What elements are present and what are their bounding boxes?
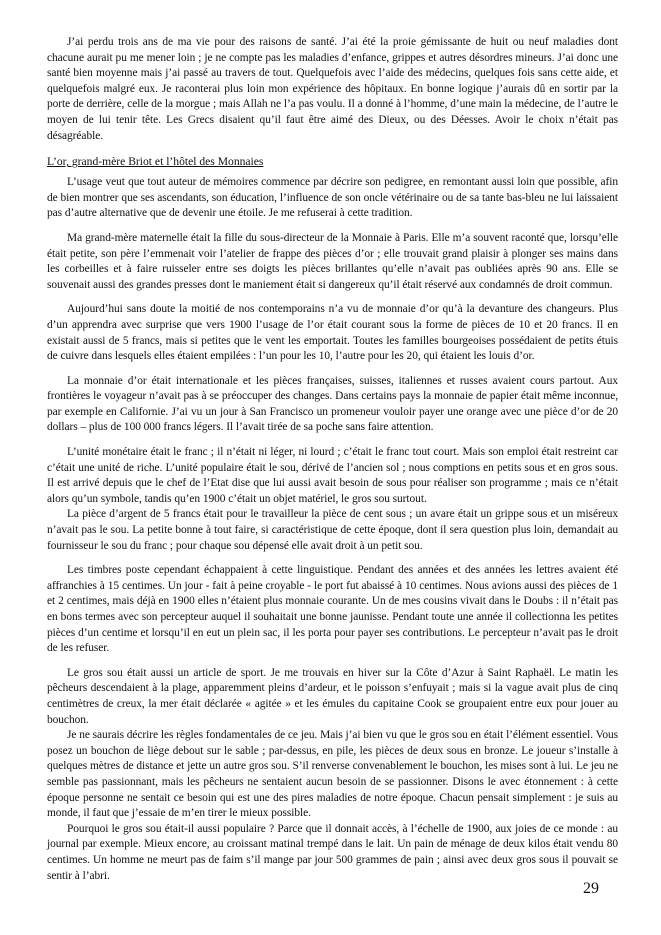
page-body xyxy=(47,35,618,884)
paragraph-4: La monnaie d’or était internationale et les pièces françaises, suisses, italiennes et russes avaient cours partout. Aux frontières le voyageur n’avait pas à se préoccuper des changes. Dans certains pays la monnaie de papier était même inconnue, par exemple en Californie. J’ai vu un jour à San Francisco un promeneur vouloir payer une orange avec une pièce d’or de 20 dollars – plus de 100 000 francs légers. Il l’avait tirée de sa poche sans faire attention. xyxy=(47,374,618,434)
paragraph-3: Aujourd’hui sans doute la moitié de nos contemporains n’a vu de monnaie d’or qu’à la devanture des changeurs. Plus d’un apprendra avec surprise que vers 1900 l’usage de l’or était courant sous la forme de pièces de 10 et 20 francs. Il en existait aussi de 5 francs, mais si petites que le vent les emportait. Toutes les familles bourgeoises possédaient de petits étuis de cuivre dans lesquels elles étaient empilées : l’un pour les 10, l’autre pour les 20, qui étaient les louis d’or. xyxy=(47,303,618,363)
paragraph-6: La pièce d’argent de 5 francs était pour le travailleur la pièce de cent sous ; un avare était un grippe sous et un miséreux n’avait pas le sou. La petite bonne à tout faire, si caractéristique de cette époque, dont il sera question plus loin, demandait au fournisseur le sou du franc ; pour chaque sou dépensé elle avait droit à un petit sou. xyxy=(47,508,618,552)
paragraph-7: Les timbres poste cependant échappaient à cette linguistique. Pendant des années et des années les lettres avaient été affranchies à 15 centimes. Un jour - fait à peine croyable - le port fut abaissé à 10 centimes. Nous avions aussi des pièces de 1 et 2 centimes, mais déjà en 1900 elles n’étaient plus monnaie courante. Un de mes cousins vivait dans le Doubs : il n’était pas en bons termes avec son percepteur auquel il souhaitait une bonne jaunisse. Pendant toute une année il collectionna les petites pièces d’un centime et lorsqu’il en eut un plein sac, il les porta pour payer ses contributions. Le percepteur n’avait pas le droit de les refuser. xyxy=(47,564,618,655)
paragraph-8: Le gros sou était aussi un article de sport. Je me trouvais en hiver sur la Côte d’Azur à Saint Raphaël. Le matin les pêcheurs descendaient à la plage, apparemment pleins d’ardeur, et le poisson s’enfuyait ; mais si la vague avait plus de cinq centimètres de creux, la mer était déclarée « agitée » et les émules du capitaine Cook se groupaient entre eux pour jouer au bouchon. xyxy=(47,666,618,726)
paragraph-2: Ma grand-mère maternelle était la fille du sous-directeur de la Monnaie à Paris. Elle m’a souvent raconté que, lorsqu’elle était petite, son père l’emmenait voir l’atelier de frappe des pièces d’or ; elle trouvait grand plaisir à plonger ses mains dans les corbeilles et à faire ruisseler entre ses doigts les pièces brillantes qu’elle n’avait pas oubliées après 90 ans. Elle se souvenait aussi des grandes presses dont le maniement était si dangereux qu’il était réservé aux condamnés de droit commun. xyxy=(47,231,618,291)
paragraph-9: Je ne saurais décrire les règles fondamentales de ce jeu. Mais j’ai bien vu que le gros sou en était l’élément essentiel. Vous posez un bouchon de liège debout sur le sable ; par-dessus, en pile, les pièces de deux sous en bronze. Le joueur s’installe à quelques mètres de distance et jette un autre gros sou. S’il renverse convenablement le bouchon, les mises sont à lui. Le jeu ne semble pas passionnant, mais les pêcheurs ne sentaient aucun besoin de se passionner. Disons le avec étonnement : à cette époque personne ne sentait ce besoin qui est une des pires maladies de notre époque. Chacun pensait simplement : je suis au monde, il faut que j’essaie de m’en tirer le mieux possible. xyxy=(47,729,618,820)
section-heading: L’or, grand-mère Briot et l’hôtel des Monnaies xyxy=(47,155,264,169)
page-number: 29 xyxy=(583,880,599,897)
paragraph-5: L’unité monétaire était le franc ; il n’était ni léger, ni lourd ; c’était le franc tout court. Mais son emploi était restreint car c’était une unité de riche. L’unité populaire était le sou, dérivé de l’ancien sol ; nous comptions en petits sous et en gros sous. Il est arrivé depuis que le chef de l’Etat dise que lui aussi avait besoin de sous pour réaliser son programme ; mais ce n’était alors qu’un symbole, tandis qu’en 1900 c’était un objet matériel, le gros sou surtout. xyxy=(47,446,618,505)
intro-paragraph: J’ai perdu trois ans de ma vie pour des raisons de santé. J’ai été la proie gémissante de huit ou neuf maladies dont chacune aurait pu me mener loin ; je ne compte pas les maladies d’enfance, grippes et autres désordres mineurs. J’ai donc une santé bien moyenne mais j’ai passé au travers de tout. Quelquefois avec l’aide des médecins, quelques fois sans cette aide, et quelquefois malgré eux. Je raconterai plus loin mon expérience des hôpitaux. En bonne logique j’aurais dû en sortir par la porte de derrière, celle de la morgue ; mais Allah ne l’a pas voulu. Il a donné à l’homme, d’une main la médecine, de l’autre le moyen de lui tenir tête. Les Grecs disaient qu’il faut être aimé des Dieux, ou des Déesses. Avoir le choix n’était pas désagréable. xyxy=(47,36,618,142)
paragraph-1: L’usage veut que tout auteur de mémoires commence par décrire son pedigree, en remontant aussi loin que possible, afin de bien montrer que ses ascendants, son éducation, l’influence de son oncle vétérinaire ou de sa tante bas-bleu ne lui laissaient pas d’autre alternative que de devenir une étoile. Je me refuserai à cette tradition. xyxy=(47,176,618,220)
paragraph-10: Pourquoi le gros sou était-il aussi populaire ? Parce que il donnait accès, à l’échelle de 1900, aux joies de ce monde : au journal par exemple. Mieux encore, au croissant matinal trempé dans le lait. Un pain de ménage de deux kilos était vendu 80 centimes. Un homme ne meurt pas de faim s’il mange par jour 500 grammes de pain ; ainsi avec deux gros sous il pouvait se sentir à l’abri. xyxy=(47,822,618,882)
